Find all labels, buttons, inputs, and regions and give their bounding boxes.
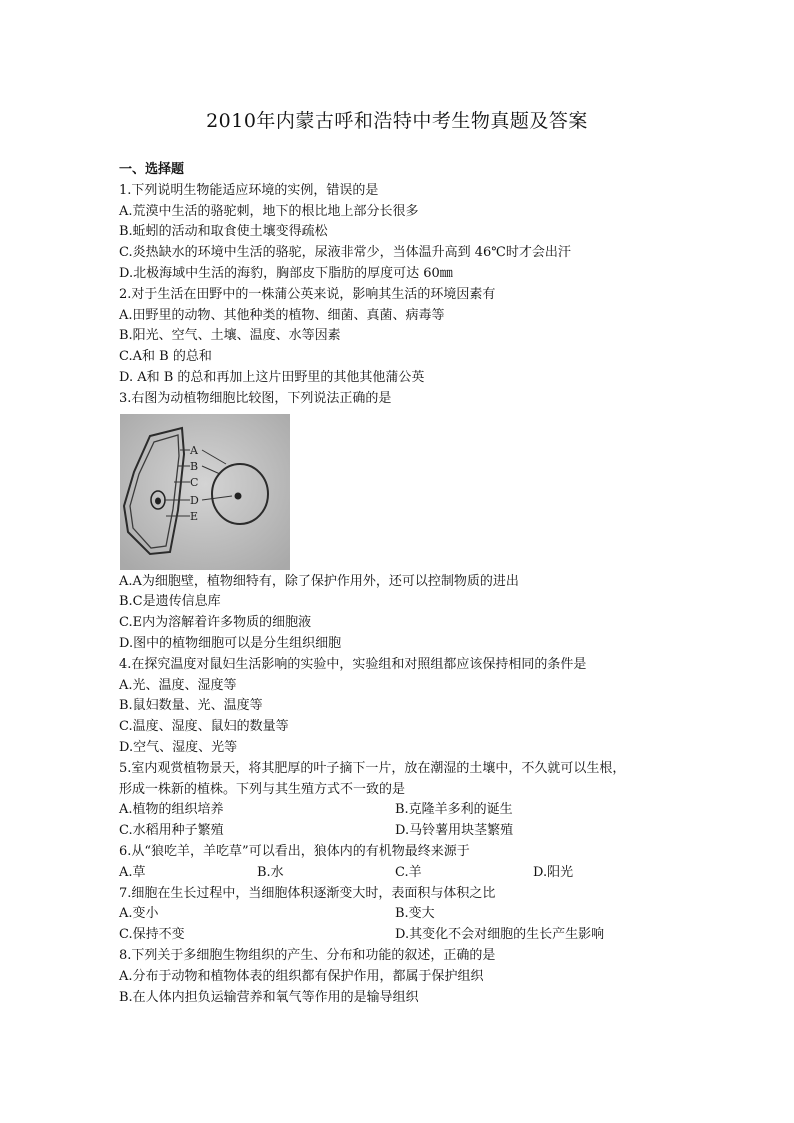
q6-option-d: D.阳光 (533, 864, 574, 880)
q1-option-d: D.北极海域中生活的海豹，胸部皮下脂肪的厚度可达 60㎜ (119, 265, 453, 281)
figure-label-e: E (190, 509, 199, 523)
q5-option-b: B.克隆羊多利的诞生 (395, 802, 513, 818)
q7-option-c: C.保持不变 (119, 927, 185, 943)
q4-option-d: D.空气、湿度、光等 (119, 739, 238, 755)
q2-option-d: D. A和 B 的总和再加上这片田野里的其他其他蒲公英 (119, 369, 425, 385)
q2-option-c: C.A和 B 的总和 (119, 349, 212, 365)
q7-option-d: D.其变化不会对细胞的生长产生影响 (395, 927, 605, 943)
cell-comparison-figure (120, 414, 290, 570)
plant-nucleolus (155, 497, 161, 504)
figure-label-c: C (190, 475, 199, 489)
q1-option-b: B.蚯蚓的活动和取食使土壤变得疏松 (119, 224, 328, 240)
q4-option-c: C.温度、湿度、鼠妇的数量等 (119, 719, 289, 735)
q4-option-a: A.光、温度、湿度等 (119, 677, 237, 693)
q5-options-row2 (119, 821, 679, 842)
q4-option-b: B.鼠妇数量、光、温度等 (119, 698, 263, 714)
q5-stem-line1: 5.室内观赏植物景天，将其肥厚的叶子摘下一片，放在潮湿的土壤中，不久就可以生根， (119, 760, 626, 776)
q7-option-a: A.变小 (119, 906, 159, 922)
q3-option-c: C.E内为溶解着许多物质的细胞液 (119, 615, 312, 631)
q6-options-row (119, 863, 679, 884)
q7-options-row1 (119, 904, 679, 925)
q6-option-a: A.草 (119, 864, 146, 880)
figure-background (120, 414, 290, 570)
q6-option-c: C.羊 (395, 864, 422, 880)
section-heading: 一、选择题 (119, 162, 185, 177)
q8-stem: 8.下列关于多细胞生物组织的产生、分布和功能的叙述，正确的是 (119, 947, 496, 963)
q5-option-c: C.水稻用种子繁殖 (119, 823, 224, 839)
q7-options-row2 (119, 925, 679, 946)
q3-option-a: A.A为细胞壁，植物细特有，除了保护作用外，还可以控制物质的进出 (119, 573, 519, 589)
q1-stem: 1.下列说明生物能适应环境的实例，错误的是 (119, 182, 379, 198)
q2-option-a: A.田野里的动物、其他种类的植物、细菌、真菌、病毒等 (119, 307, 445, 323)
q5-options-row1 (119, 800, 679, 821)
q6-option-b: B.水 (257, 864, 284, 880)
q3-stem: 3.右图为动植物细胞比较图，下列说法正确的是 (119, 390, 392, 406)
q5-stem-line2: 形成一株新的植株。下列与其生殖方式不一致的是 (119, 781, 406, 797)
document-title: 2010年内蒙古呼和浩特中考生物真题及答案 (206, 110, 588, 132)
q7-stem: 7.细胞在生长过程中，当细胞体积逐渐变大时，表面积与体积之比 (119, 885, 496, 901)
animal-nucleus (235, 492, 242, 499)
q4-stem: 4.在探究温度对鼠妇生活影响的实验中，实验组和对照组都应该保持相同的条件是 (119, 656, 587, 672)
q3-option-d: D.图中的植物细胞可以是分生组织细胞 (119, 635, 342, 651)
q2-stem: 2.对于生活在田野中的一株蒲公英来说，影响其生活的环境因素有 (119, 286, 496, 302)
q7-option-b: B.变大 (395, 906, 435, 922)
q6-stem: 6.从“狼吃羊，羊吃草”可以看出，狼体内的有机物最终来源于 (119, 843, 470, 859)
q2-option-b: B.阳光、空气、土壤、温度、水等因素 (119, 328, 341, 344)
q3-option-b: B.C是遗传信息库 (119, 594, 221, 610)
q5-option-a: A.植物的组织培养 (119, 802, 224, 818)
figure-label-a: A (190, 443, 198, 457)
q1-option-c: C.炎热缺水的环境中生活的骆驼，尿液非常少，当体温升高到 46℃时才会出汗 (119, 245, 571, 261)
figure-label-d: D (190, 493, 199, 507)
q1-option-a: A.荒漠中生活的骆驼刺，地下的根比地上部分长很多 (119, 203, 419, 219)
question-list (119, 160, 679, 1008)
q8-option-b: B.在人体内担负运输营养和氧气等作用的是输导组织 (119, 989, 419, 1005)
q8-option-a: A.分布于动物和植物体表的组织都有保护作用，都属于保护组织 (119, 968, 484, 984)
figure-label-b: B (190, 459, 199, 473)
q5-option-d: D.马铃薯用块茎繁殖 (395, 823, 514, 839)
cell-diagram (120, 414, 290, 570)
